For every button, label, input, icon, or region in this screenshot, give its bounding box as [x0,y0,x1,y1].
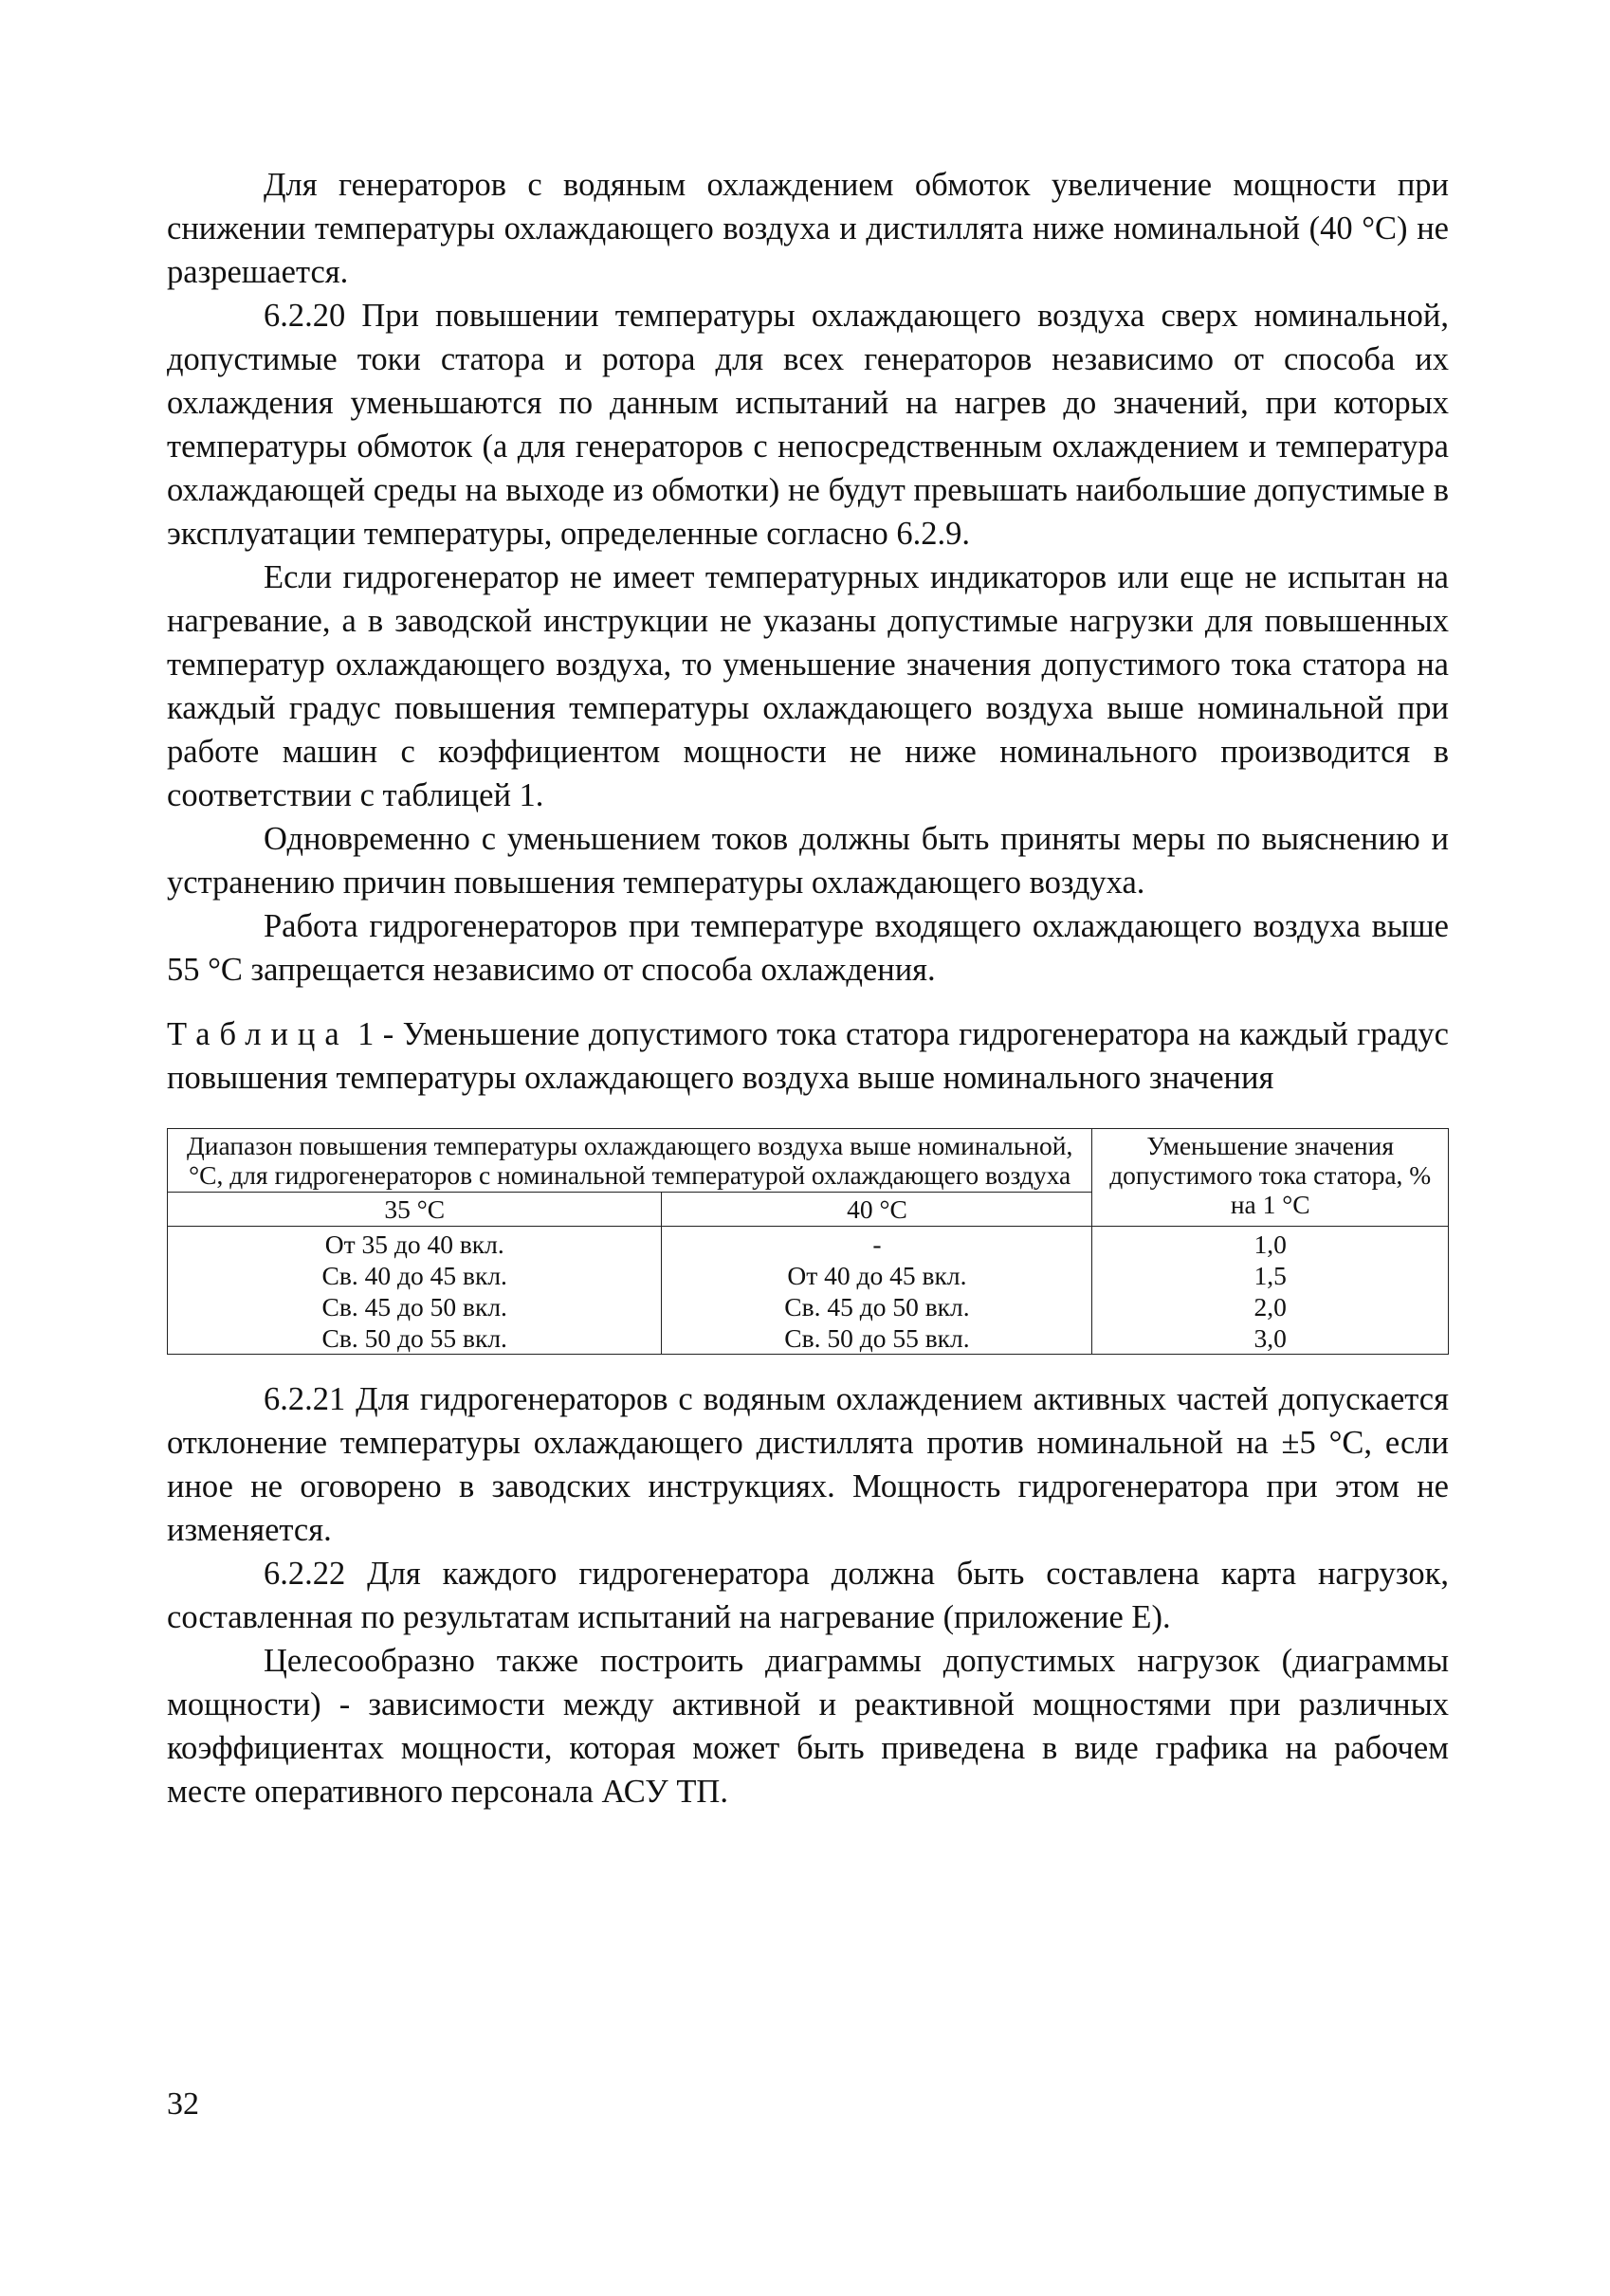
cell-40: - [662,1227,1092,1261]
paragraph-diagrams: Целесообразно также построить диаграммы допустимых нагрузок (диаграммы мощности) - зависимости между активной и реактивной мощностями при различных коэффициентах мощности, которая может быть приведена в виде графика на рабочем месте оперативного персонала АСУ ТП. [167,1643,1449,1810]
page-body [167,163,1449,1813]
paragraph-6-2-21: 6.2.21 Для гидрогенераторов с водяным охлаждением активных частей допускается отклонение температуры охлаждающего дистиллята против номинальной на ±5 °С, если иное не оговорено в заводских инструкциях. Мощность гидрогенератора при этом не изменяется. [167,1381,1449,1548]
table-row [168,1260,1449,1291]
cell-reduction: 1,5 [1092,1260,1449,1291]
cell-reduction: 2,0 [1092,1291,1449,1322]
header-35: 35 °С [168,1193,662,1227]
cell-40: Св. 45 до 50 вкл. [662,1291,1092,1322]
table-row [168,1322,1449,1355]
current-reduction-table [167,1128,1449,1355]
paragraph-6-2-22: 6.2.22 Для каждого гидрогенератора должна быть составлена карта нагрузок, составленная по результатам испытаний на нагревание (приложение Е). [167,1556,1449,1635]
table-caption-word: Таблица [167,1016,349,1052]
paragraph-no-indicators: Если гидрогенератор не имеет температурных индикаторов или еще не испытан на нагревание, а в заводской инструкции не указаны допустимые нагрузки для повышенных температур охлаждающего воздуха, то уменьшение значения допустимого тока статора на каждый градус повышения температуры охлаждающего воздуха выше номинальной при работе машин с коэффициентом мощности не ниже номинального производится в соответствии с таблицей 1. [167,559,1449,813]
header-range: Диапазон повышения температуры охлаждающего воздуха выше номинальной, °С, для гидрогенераторов с номинальной температурой охлаждающего воздуха [168,1129,1092,1193]
paragraph-water-cooling: Для генераторов с водяным охлаждением обмоток увеличение мощности при снижении температуры охлаждающего воздуха и дистиллята ниже номинальной (40 °С) не разрешается. [167,167,1449,290]
cell-40: От 40 до 45 вкл. [662,1260,1092,1291]
cell-reduction: 3,0 [1092,1322,1449,1355]
table-row [168,1227,1449,1261]
cell-35: Св. 45 до 50 вкл. [168,1291,662,1322]
paragraph-55-limit: Работа гидрогенераторов при температуре входящего охлаждающего воздуха выше 55 °С запрещается независимо от способа охлаждения. [167,908,1449,988]
header-40: 40 °С [662,1193,1092,1227]
header-reduction: Уменьшение значения допустимого тока статора, % на 1 °С [1092,1129,1449,1227]
cell-40: Св. 50 до 55 вкл. [662,1322,1092,1355]
table-row [168,1291,1449,1322]
cell-35: Св. 50 до 55 вкл. [168,1322,662,1355]
paragraph-6-2-20: 6.2.20 При повышении температуры охлаждающего воздуха сверх номинальной, допустимые токи статора и ротора для всех генераторов независимо от способа их охлаждения уменьшаются по данным испытаний на нагрев до значений, при которых температуры обмоток (а для генераторов с непосредственным охлаждением и температура охлаждающей среды на выходе из обмотки) не будут превышать наибольшие допустимые в эксплуатации температуры, определенные согласно 6.2.9. [167,298,1449,552]
cell-35: От 35 до 40 вкл. [168,1227,662,1261]
cell-reduction: 1,0 [1092,1227,1449,1261]
paragraph-measures: Одновременно с уменьшением токов должны быть приняты меры по выяснению и устранению причин повышения температуры охлаждающего воздуха. [167,821,1449,901]
table-caption-text: 1 - Уменьшение допустимого тока статора гидрогенератора на каждый градус повышения температуры охлаждающего воздуха выше номинального значения [167,1016,1449,1096]
cell-35: Св. 40 до 45 вкл. [168,1260,662,1291]
page-number: 32 [167,2086,199,2122]
table-caption [167,1012,1449,1100]
table-header-row [168,1129,1449,1193]
